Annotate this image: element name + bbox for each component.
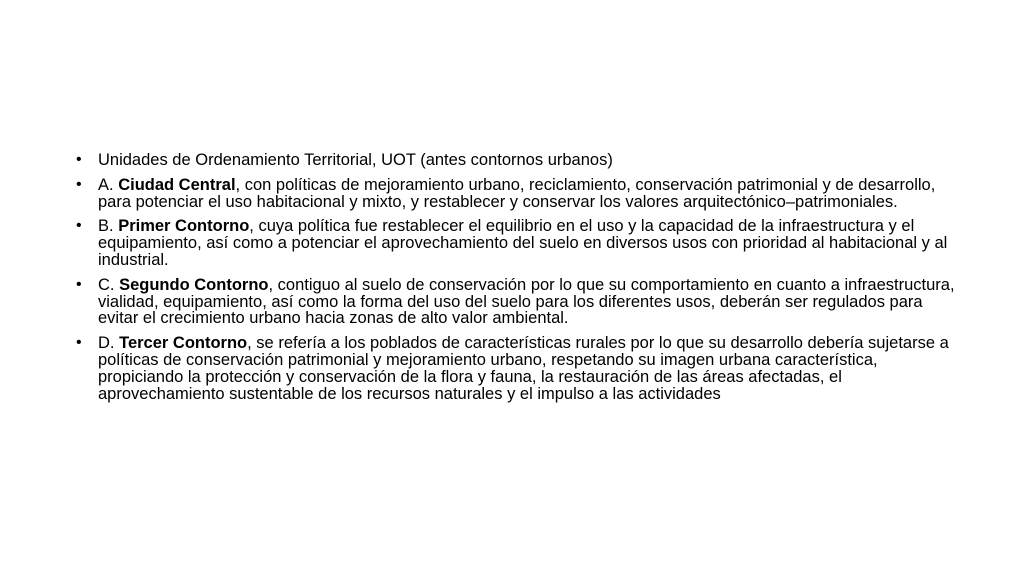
- bullet-text: , contiguo al suelo de conservación por lo que su comportamiento en cuanto a infraestructura, vialidad, equipamiento, así como la forma del uso del suelo para los diferentes usos, deberán ser regulados para evitar el crecimiento urbano hacia zonas de alto valor ambiental.: [98, 275, 955, 328]
- bullet-item-uot: [76, 152, 956, 169]
- bullet-prefix: A.: [98, 175, 119, 194]
- bullet-item-primer-contorno: [76, 218, 956, 268]
- bullet-bold: Segundo Contorno: [119, 275, 269, 294]
- bullet-icon: •: [76, 334, 82, 352]
- bullet-text: , se refería a los poblados de características rurales por lo que su desarrollo debería sujetarse a políticas de conservación patrimonial y mejoramiento urbano, respetando su imagen urbana característica, propiciando la protección y conservación de la flora y fauna, la restauración de las áreas afectadas, el aprovechamiento sustentable de los recursos naturales y el impulso a las actividades: [98, 334, 949, 403]
- bullet-prefix: Unidades de Ordenamiento Territorial, UOT (antes contornos urbanos): [98, 151, 613, 169]
- bullet-list: [76, 152, 956, 410]
- bullet-icon: •: [76, 175, 82, 193]
- bullet-item-segundo-contorno: [76, 277, 956, 327]
- bullet-bold: Tercer Contorno: [119, 334, 248, 353]
- bullet-bold: Ciudad Central: [118, 175, 236, 194]
- bullet-icon: •: [76, 275, 82, 293]
- bullet-item-ciudad-central: [76, 177, 956, 211]
- bullet-prefix: B.: [98, 217, 119, 236]
- bullet-text: , cuya política fue restablecer el equilibrio en el uso y la capacidad de la infraestructura y el equipamiento, así como a potenciar el aprovechamiento del suelo en diversos usos con prioridad al habitacional y al industrial.: [98, 217, 948, 269]
- bullet-bold: Primer Contorno: [118, 217, 250, 236]
- bullet-prefix: D.: [98, 334, 120, 353]
- bullet-prefix: C.: [98, 275, 120, 294]
- bullet-icon: •: [76, 217, 82, 235]
- bullet-icon: •: [76, 151, 82, 168]
- bullet-item-tercer-contorno: [76, 335, 956, 402]
- bullet-text: , con políticas de mejoramiento urbano, reciclamiento, conservación patrimonial y de desarrollo, para potenciar el uso habitacional y mixto, y restablecer y conservar los valores arquitectónico–patrimoniales.: [98, 175, 936, 211]
